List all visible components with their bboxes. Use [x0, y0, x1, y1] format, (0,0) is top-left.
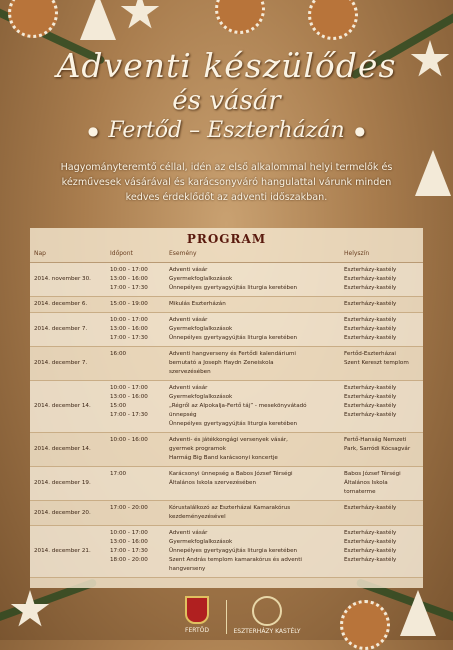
cell-time-line: 17:00 - 17:30 [110, 335, 148, 341]
cell-event-line: Gyermekfoglalkozások [169, 326, 233, 332]
cell-place-line: Szent Kereszt templom [344, 360, 409, 366]
cell-event [169, 433, 341, 466]
cell-place-line: Eszterházy-kastély [344, 385, 397, 391]
cell-event-line: Adventi- és játékkongági versenyek vásár, [169, 437, 288, 443]
cell-place-line: Eszterházy-kastély [344, 276, 397, 282]
cell-date-line: 2014. december 7. [34, 326, 88, 332]
table-row [30, 313, 423, 347]
cell-event-line: Karácsonyi ünnepség a Babos József Térségi [169, 471, 293, 477]
cell-event-line: Adventi vásár [169, 385, 208, 391]
cell-time-line: 13:00 - 16:00 [110, 276, 148, 282]
program-panel [30, 228, 423, 588]
cell-place-line: Eszterházy-kastély [344, 317, 397, 323]
cell-place-line: Eszterházy-kastély [344, 335, 397, 341]
cell-time-line: 15:00 [110, 403, 127, 409]
cell-time-line: 10:00 - 17:00 [110, 267, 148, 273]
subtitle-text: Fertőd – Eszterházán [108, 118, 345, 143]
cell-time [110, 501, 164, 525]
star-cookie-icon [120, 0, 160, 32]
cell-date-line: 2014. december 6. [34, 301, 88, 307]
cell-event-line: Általános Iskola szervezésében [169, 480, 257, 486]
cell-place-line: Eszterházy-kastély [344, 548, 397, 554]
footer-logos [0, 596, 453, 640]
fertod-logo [172, 596, 222, 634]
cell-event [169, 381, 341, 432]
cell-event [169, 313, 341, 346]
cell-place-line: Eszterházy-kastély [344, 301, 397, 307]
table-row [30, 526, 423, 578]
cell-place-line: Eszterházy-kastély [344, 285, 397, 291]
cell-place [344, 381, 422, 432]
cell-place [344, 347, 422, 380]
cell-time-line: 17:00 - 17:30 [110, 548, 148, 554]
cell-date-line: 2014. december 21. [34, 548, 91, 554]
cell-event-line: Ünnepélyes gyertyagyújtás liturgia keretében [169, 285, 298, 291]
cell-event-line: Adventi hangverseny és Fertődi kalendáriumi [169, 351, 296, 357]
cell-time-line: 18:00 - 20:00 [110, 557, 148, 563]
cell-place-line: Eszterházy-kastély [344, 403, 397, 409]
cell-date [34, 467, 106, 500]
subtitle [0, 118, 453, 143]
table-row [30, 467, 423, 501]
tree-cookie-icon [415, 150, 451, 196]
cell-place [344, 467, 422, 500]
cell-event-line: Gyermekfoglalkozások [169, 394, 233, 400]
cell-event-line: Harmág Big Band karácsonyi koncertje [169, 455, 278, 461]
cell-event-line: Ünnepélyes gyertyagyújtás liturgia keretében [169, 548, 298, 554]
cell-date [34, 263, 106, 296]
cell-event [169, 263, 341, 296]
cell-date [34, 526, 106, 577]
cell-time-line: 10:00 - 16:00 [110, 437, 148, 443]
cell-time-line: 10:00 - 17:00 [110, 317, 148, 323]
cell-date-line: 2014. december 14. [34, 446, 91, 452]
cell-event [169, 526, 341, 577]
cell-time-line: 13:00 - 16:00 [110, 539, 148, 545]
cell-event-line: Adventi vásár [169, 530, 208, 536]
cell-date [34, 501, 106, 525]
eszterhazy-logo-text: ESZTERHÁZY KASTÉLY [233, 628, 301, 635]
table-row [30, 347, 423, 381]
cell-event [169, 297, 341, 312]
cell-time [110, 526, 164, 577]
coat-of-arms-icon [185, 596, 209, 624]
bullet-icon: ● [87, 124, 99, 138]
cell-time [110, 433, 164, 466]
cell-date-line: 2014. december 7. [34, 360, 88, 366]
cell-date-line: 2014. december 14. [34, 403, 91, 409]
cell-date [34, 347, 106, 380]
program-table [30, 263, 423, 578]
cell-event-line: szervezésében [169, 369, 211, 375]
cell-time-line: 10:00 - 17:00 [110, 530, 148, 536]
cell-event-line: Ünnepélyes gyertyagyújtás liturgia keretében [169, 335, 298, 341]
cell-place [344, 501, 422, 525]
fertod-logo-text: FERTŐD [185, 627, 209, 634]
header-event: Esemény [169, 250, 197, 257]
cell-event [169, 467, 341, 500]
cell-place-line: Eszterházy-kastély [344, 539, 397, 545]
cell-date [34, 381, 106, 432]
header-place: Helyszín [344, 250, 370, 257]
cell-time [110, 467, 164, 500]
table-row [30, 433, 423, 467]
title-line-2: és vásár [172, 86, 281, 116]
cell-event-line: ünnepség [169, 412, 197, 418]
cell-time [110, 313, 164, 346]
cell-place-line: Park, Sarródi Kócsagvár [344, 446, 411, 452]
cell-event-line: Gyermekfoglalkozások [169, 539, 233, 545]
cell-time-line: 17:00 [110, 471, 127, 477]
cell-place-line: Babos József Térségi [344, 471, 401, 477]
cell-date-line: 2014. december 20. [34, 509, 91, 516]
cell-place-line: Általános Iskola [344, 480, 388, 486]
cell-event-line: kezdeményezésével [169, 514, 226, 520]
cell-place-line: Eszterházy-kastély [344, 267, 397, 273]
cell-date-line: 2014. november 30. [34, 276, 91, 282]
cell-event-line: hangverseny [169, 566, 206, 572]
cell-event-line: Adventi vásár [169, 317, 208, 323]
cell-place [344, 297, 422, 312]
castle-emblem-icon [252, 596, 282, 626]
cell-place-line: Eszterházy-kastély [344, 557, 397, 563]
cell-place-line: Eszterházy-kastély [344, 412, 397, 418]
cell-time-line: 17:00 - 17:30 [110, 412, 148, 418]
cell-time-line: 10:00 - 17:00 [110, 385, 148, 391]
tree-cookie-icon [80, 0, 116, 40]
cell-event-line: Ünnepélyes gyertyagyújtás liturgia keretében [169, 421, 298, 427]
cell-place [344, 433, 422, 466]
cell-time-line: 16:00 [110, 351, 127, 357]
gingerbread-cookie-icon [308, 0, 358, 40]
cell-event-line: Gyermekfoglalkozások [169, 276, 233, 282]
cell-time-line: 15:00 - 19:00 [110, 301, 148, 307]
cell-event-line: „Régről az Alpokalja-Fertő táj” - mesekönyvátadó [169, 403, 307, 409]
table-row [30, 501, 423, 526]
cell-place-line: Fertő-Hanság Nemzeti [344, 437, 407, 443]
eszterhazy-logo [232, 596, 302, 635]
program-title: PROGRAM [186, 232, 267, 246]
cell-event-line: Szent András templom kamarakórus és adventi [169, 557, 302, 563]
cell-time-line: 17:00 - 17:30 [110, 285, 148, 291]
cell-time [110, 381, 164, 432]
table-row [30, 297, 423, 313]
cell-event-line: Kórustalálkozó az Eszterházai Kamarakórus [169, 505, 291, 511]
cell-time-line: 13:00 - 16:00 [110, 394, 148, 400]
cell-place-line: Fertőd-Eszterházai [344, 351, 396, 357]
cell-event [169, 501, 341, 525]
cell-event-line: Adventi vásár [169, 267, 208, 273]
cell-place [344, 526, 422, 577]
cell-time [110, 263, 164, 296]
bullet-icon: ● [354, 124, 366, 138]
cell-date-line: 2014. december 19. [34, 480, 91, 486]
gingerbread-cookie-icon [215, 0, 265, 34]
cell-place-line: Eszterházy-kastély [344, 530, 397, 536]
cell-time [110, 347, 164, 380]
cell-place [344, 313, 422, 346]
table-header [30, 248, 423, 263]
cell-date [34, 313, 106, 346]
cell-date [34, 433, 106, 466]
table-row [30, 381, 423, 433]
logo-divider [226, 600, 227, 634]
cell-time [110, 297, 164, 312]
title-line-1: Adventi készülődés [56, 46, 397, 85]
cell-place-line: Eszterházy-kastély [344, 326, 397, 332]
cell-event-line: Mikulás Eszterházán [169, 301, 226, 307]
cell-event [169, 347, 341, 380]
cell-place-line: Eszterházy-kastély [344, 505, 397, 511]
cell-place-line: Eszterházy-kastély [344, 394, 397, 400]
cell-event-line: gyermek programok [169, 446, 226, 452]
table-row [30, 263, 423, 297]
intro-text: Hagyományteremtő céllal, idén az első alkalommal helyi termelők és kézművesek vásárával és karácsonyváró hangulattal várunk minden kedves érdeklődőt az adventi időszakban. [60, 162, 393, 203]
cell-place [344, 263, 422, 296]
cell-place-line: tornaterme [344, 489, 376, 495]
header-time: Időpont [110, 250, 133, 257]
cell-event-line: bemutató a Joseph Haydn Zeneiskola [169, 360, 274, 366]
cell-time-line: 13:00 - 16:00 [110, 326, 148, 332]
cell-date [34, 297, 106, 312]
cell-time-line: 17:00 - 20:00 [110, 505, 148, 511]
header-date: Nap [34, 250, 46, 257]
